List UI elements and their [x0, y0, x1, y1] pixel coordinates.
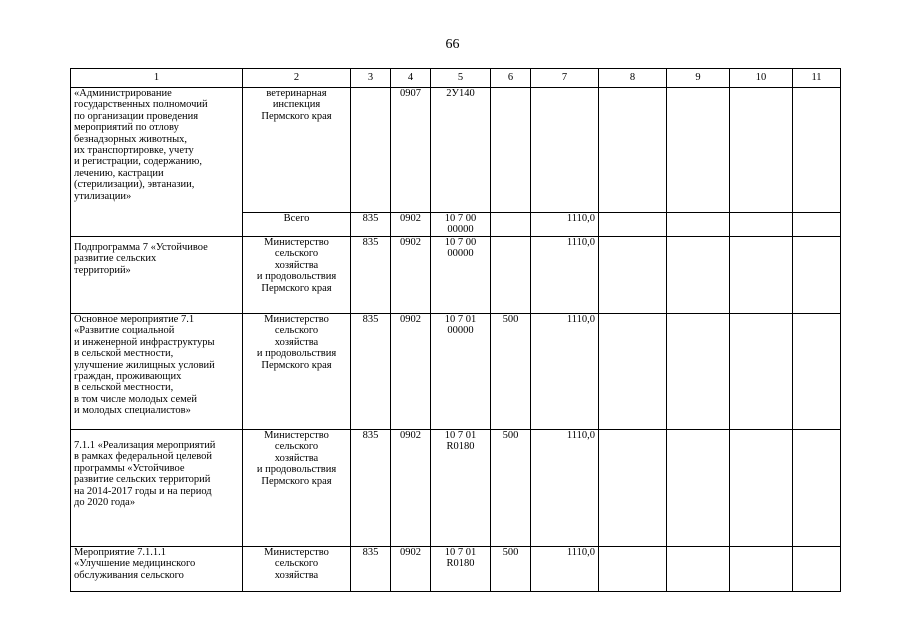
row-empty-cell [730, 430, 793, 547]
header-cell: 9 [667, 69, 730, 88]
row-org-cell: Всего [243, 213, 351, 237]
row-empty-cell [599, 314, 667, 430]
row-col3-cell: 835 [351, 237, 391, 314]
row-col3-cell: 835 [351, 430, 391, 547]
header-cell: 6 [491, 69, 531, 88]
row-empty-cell [599, 547, 667, 592]
row-col4-cell: 0902 [391, 314, 431, 430]
table-row [71, 430, 841, 547]
row-empty-cell [730, 237, 793, 314]
row-empty-cell [667, 547, 730, 592]
row-col6-cell [491, 237, 531, 314]
row-col7-cell [531, 88, 599, 213]
row-col3-cell [351, 88, 391, 213]
row-empty-cell [793, 430, 841, 547]
row-col5-cell: 10 7 01 R0180 [431, 547, 491, 592]
row-empty-cell [599, 213, 667, 237]
row-col6-cell: 500 [491, 547, 531, 592]
row-empty-cell [730, 88, 793, 213]
row-org-cell: Министерство сельского хозяйства [243, 547, 351, 592]
row-col3-cell: 835 [351, 213, 391, 237]
row-empty-cell [793, 88, 841, 213]
row-col5-cell: 2У140 [431, 88, 491, 213]
header-cell: 1 [71, 69, 243, 88]
row-empty-cell [793, 237, 841, 314]
row-empty-cell [793, 547, 841, 592]
row-col7-cell: 1110,0 [531, 237, 599, 314]
row-col5-cell: 10 7 00 00000 [431, 213, 491, 237]
row-name-cell: Подпрограмма 7 «Устойчивое развитие сельских территорий» [71, 237, 243, 314]
row-col4-cell: 0902 [391, 430, 431, 547]
row-col3-cell: 835 [351, 547, 391, 592]
budget-table [70, 68, 841, 592]
header-cell: 3 [351, 69, 391, 88]
row-col7-cell: 1110,0 [531, 547, 599, 592]
row-col7-cell: 1110,0 [531, 430, 599, 547]
header-cell: 2 [243, 69, 351, 88]
row-col4-cell: 0902 [391, 547, 431, 592]
row-empty-cell [667, 213, 730, 237]
row-empty-cell [667, 88, 730, 213]
row-col4-cell: 0902 [391, 237, 431, 314]
row-col6-cell: 500 [491, 430, 531, 547]
row-col7-cell: 1110,0 [531, 213, 599, 237]
row-name-cell: Основное мероприятие 7.1 «Развитие социальной и инженерной инфраструктуры в сельской местности, улучшение жилищных условий граждан, проживающих в сельской местности, в том числе молодых семей и молодых специалистов» [71, 314, 243, 430]
table-row [71, 547, 841, 592]
row-name-cell: 7.1.1 «Реализация мероприятий в рамках федеральной целевой программы «Устойчивое развитие сельских территорий на 2014-2017 годы и на период до 2020 года» [71, 430, 243, 547]
row-empty-cell [667, 314, 730, 430]
row-org-cell: Министерство сельского хозяйства и продовольствия Пермского края [243, 314, 351, 430]
row-empty-cell [599, 237, 667, 314]
row-col6-cell [491, 213, 531, 237]
row-empty-cell [793, 314, 841, 430]
header-row [71, 69, 841, 88]
row-col4-cell: 0907 [391, 88, 431, 213]
row-org-cell: Министерство сельского хозяйства и продовольствия Пермского края [243, 237, 351, 314]
row-col6-cell: 500 [491, 314, 531, 430]
row-empty-cell [599, 430, 667, 547]
row-col6-cell [491, 88, 531, 213]
table-row [71, 237, 841, 314]
header-cell: 10 [730, 69, 793, 88]
row-name-cell: Мероприятие 7.1.1.1 «Улучшение медицинского обслуживания сельского [71, 547, 243, 592]
row-empty-cell [730, 547, 793, 592]
header-cell: 8 [599, 69, 667, 88]
row-col5-cell: 10 7 00 00000 [431, 237, 491, 314]
header-cell: 11 [793, 69, 841, 88]
row-col4-cell: 0902 [391, 213, 431, 237]
row-col7-cell: 1110,0 [531, 314, 599, 430]
row-empty-cell [667, 237, 730, 314]
table-row [71, 88, 841, 213]
row-empty-cell [793, 213, 841, 237]
header-cell: 4 [391, 69, 431, 88]
header-cell: 7 [531, 69, 599, 88]
row-empty-cell [730, 213, 793, 237]
row-col3-cell: 835 [351, 314, 391, 430]
table-row [71, 314, 841, 430]
row-name-cell: «Администрирование государственных полномочий по организации проведения мероприятий по отлову безнадзорных животных, их транспортировке, учету и регистрации, содержанию, лечению, кастрации (стерилизации), эвтаназии, утилизации» [71, 88, 243, 237]
row-col5-cell: 10 7 01 R0180 [431, 430, 491, 547]
header-cell: 5 [431, 69, 491, 88]
row-col5-cell: 10 7 01 00000 [431, 314, 491, 430]
row-org-cell: Министерство сельского хозяйства и продовольствия Пермского края [243, 430, 351, 547]
row-empty-cell [667, 430, 730, 547]
row-org-cell: ветеринарная инспекция Пермского края [243, 88, 351, 213]
page-number: 66 [445, 37, 460, 52]
row-empty-cell [599, 88, 667, 213]
row-empty-cell [730, 314, 793, 430]
